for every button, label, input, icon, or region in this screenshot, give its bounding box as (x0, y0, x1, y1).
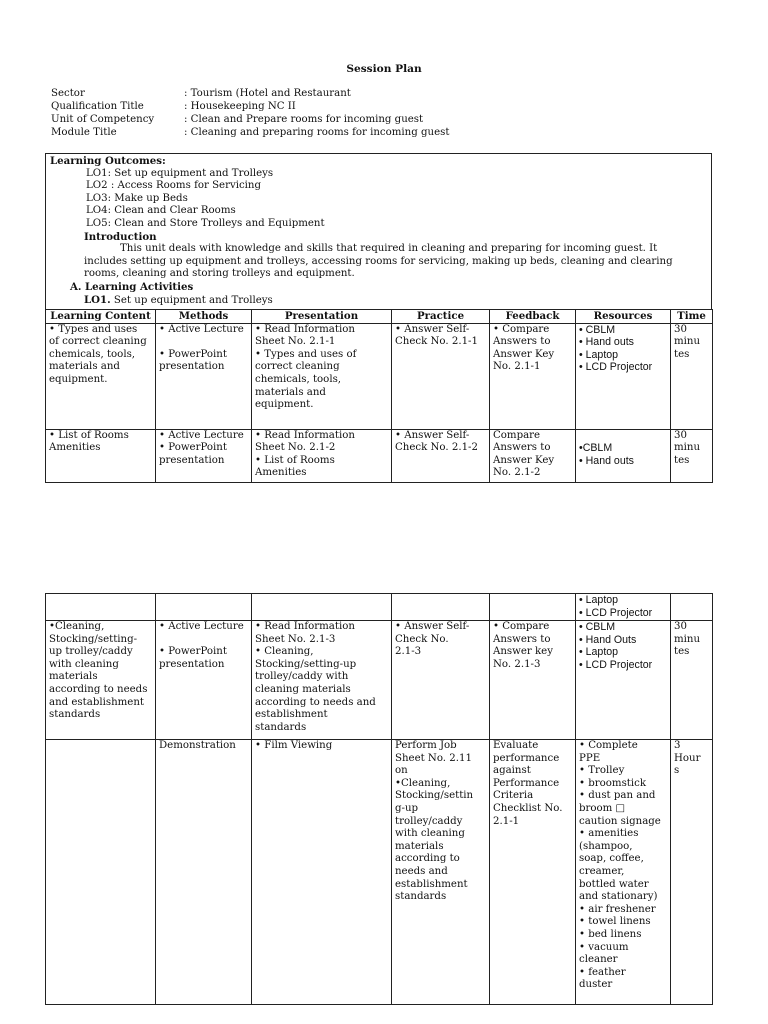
cell-line: PPE (579, 752, 601, 764)
meta-row-sector (51, 88, 731, 101)
cell-line: against (493, 765, 531, 777)
cell-line (579, 430, 667, 443)
header-row (46, 310, 713, 324)
cell-methods (156, 740, 252, 1005)
intro-line: rooms, cleaning and storing trolleys and equipment. (84, 268, 355, 280)
outcomes-box (45, 153, 712, 309)
activities-heading: A. Learning Activities (70, 280, 194, 293)
cell-content (46, 429, 156, 482)
cell-line: Criteria (493, 790, 534, 802)
intro-heading: Introduction (84, 230, 157, 243)
activities-table-1 (45, 309, 713, 483)
cell-line: • List of Rooms (255, 454, 335, 466)
cell-line: establishment (255, 709, 328, 721)
table-row (46, 740, 713, 1005)
cell-line: •Cleaning, (395, 777, 451, 789)
cell-line: minu (674, 336, 701, 348)
cell-line: • Types and uses of (255, 348, 357, 360)
col-header: Resources (576, 310, 671, 324)
cell-feedback (490, 740, 576, 1005)
cell-line: • Read Information (255, 429, 355, 441)
cell-feedback (490, 621, 576, 740)
meta-value: : Cleaning and preparing rooms for incoming guest (184, 127, 450, 138)
col-header: Feedback (490, 310, 576, 324)
table-row (46, 323, 713, 429)
cell-line: • LCD Projector (579, 606, 653, 619)
cell-line: • Film Viewing (255, 740, 333, 751)
cell-line: minu (674, 442, 701, 454)
cell-line: g-up (395, 802, 419, 814)
cell-line: materials (395, 840, 444, 852)
cell-line: performance (493, 752, 560, 764)
meta-key: Qualification Title (51, 101, 144, 112)
cell-time (671, 429, 713, 482)
cell-line: standards (395, 891, 447, 903)
meta-row-unit (51, 114, 731, 127)
meta-key: Sector (51, 88, 85, 99)
activities-table-2 (45, 593, 713, 1005)
cell-line: according to (395, 853, 460, 865)
cell-line (159, 634, 248, 647)
col-header: Learning Content (46, 310, 156, 324)
meta-key: Module Title (51, 127, 117, 138)
cell-line: Sheet No. 2.1-3 (255, 633, 336, 645)
cell-line: with cleaning (49, 658, 119, 670)
cell-line: No. 2.1-2 (493, 467, 541, 479)
cell-presentation (252, 621, 392, 740)
cell-line: soap, coffee, (579, 853, 644, 865)
cell-presentation (252, 429, 392, 482)
cell-line: Sheet No. 2.11 (395, 752, 472, 764)
cell-line: • Answer Self- (395, 621, 470, 632)
cell-content (46, 323, 156, 429)
cell-line: • amenities (579, 828, 639, 840)
cell-line: duster (579, 979, 613, 991)
cell-line: chemicals, tools, (255, 373, 342, 385)
outcome-item: LO1: Set up equipment and Trolleys (86, 167, 274, 179)
cell-line: • Laptop (579, 646, 619, 659)
meta-row-qualification (51, 101, 731, 114)
meta-key: Unit of Competency (51, 114, 155, 125)
cell-line: • vacuum (579, 941, 629, 953)
cell-practice (392, 740, 490, 1005)
cell-presentation (252, 594, 392, 621)
cell-methods (156, 429, 252, 482)
cell-line: presentation (159, 454, 225, 466)
cell-line: • Trolley (579, 765, 625, 777)
cell-line: • Answer Self- (395, 429, 470, 441)
cell-line: Sheet No. 2.1-2 (255, 442, 336, 454)
cell-line: • LCD Projector (579, 658, 653, 671)
cell-methods (156, 594, 252, 621)
cell-feedback (490, 429, 576, 482)
cell-resources (576, 740, 671, 1005)
cell-line: Answer key (493, 646, 553, 658)
cell-presentation (252, 323, 392, 429)
cell-time (671, 621, 713, 740)
cell-content (46, 594, 156, 621)
cell-line: • air freshener (579, 903, 656, 915)
cell-line: 3 (674, 740, 681, 751)
outcome-item: LO3: Make up Beds (86, 192, 188, 204)
cell-line: 30 (674, 429, 687, 441)
cell-line: tes (674, 348, 690, 360)
cell-line: •CBLM (579, 442, 613, 455)
cell-line: • PowerPoint (159, 442, 227, 454)
cell-line: Performance (493, 777, 560, 789)
cell-line: creamer, (579, 865, 625, 877)
cell-line: trolley/caddy (395, 815, 463, 827)
cell-line: s (674, 765, 680, 777)
cell-line: Hour (674, 752, 701, 764)
cell-line: Stocking/settin (395, 790, 474, 802)
cell-line: caution signage (579, 815, 661, 827)
lo1-text: Set up equipment and Trolleys (110, 294, 273, 306)
cell-line: No. 2.1-3 (493, 658, 541, 670)
cell-line: • CBLM (579, 323, 616, 336)
cell-line: •Cleaning, (49, 621, 105, 632)
cell-line: • bed linens (579, 928, 642, 940)
outcome-item: LO4: Clean and Clear Rooms (86, 205, 236, 217)
cell-line: according to needs and (255, 696, 376, 708)
cell-methods (156, 323, 252, 429)
cell-line: • PowerPoint (159, 646, 227, 658)
cell-line: Stocking/setting-up (255, 658, 357, 670)
cell-line: Checklist No. (493, 802, 563, 814)
cell-line: Answers to (493, 442, 551, 454)
cell-time (671, 594, 713, 621)
table-row (46, 621, 713, 740)
cell-line: • Answer Self- (395, 323, 470, 335)
cell-line: Check No. 2.1-2 (395, 442, 478, 454)
col-header: Time (671, 310, 713, 324)
cell-line: Perform Job (395, 740, 457, 751)
cell-line: • LCD Projector (579, 361, 653, 374)
cell-line: • Hand outs (579, 336, 634, 349)
cell-feedback (490, 323, 576, 429)
cell-line: establishment (395, 878, 468, 890)
cell-practice (392, 429, 490, 482)
cell-line: on (395, 765, 408, 777)
cell-line: • CBLM (579, 621, 616, 633)
cell-presentation (252, 740, 392, 1005)
intro-line: This unit deals with knowledge and skills that required in cleaning and preparing for incoming guest. It (120, 243, 658, 255)
meta-value: : Tourism (Hotel and Restaurant (184, 88, 351, 99)
cell-line: presentation (159, 361, 225, 373)
cell-line: chemicals, tools, (49, 348, 136, 360)
cell-time (671, 740, 713, 1005)
cell-line: materials (49, 671, 98, 683)
cell-line: • Active Lecture (159, 429, 244, 441)
cell-line: • Cleaning, (255, 646, 314, 658)
cell-line: Answer Key (493, 454, 555, 466)
cell-line: Check No. 2.1-1 (395, 336, 478, 348)
cell-line: Amenities (255, 467, 307, 479)
cell-resources (576, 621, 671, 740)
cell-line: Check No. (395, 633, 449, 645)
meta-value: : Clean and Prepare rooms for incoming guest (184, 114, 424, 125)
cell-line: with cleaning (395, 828, 465, 840)
col-header: Presentation (252, 310, 392, 324)
outcome-item: LO5: Clean and Store Trolleys and Equipment (86, 217, 325, 229)
cell-line: • Types and uses (49, 323, 138, 335)
col-header: Methods (156, 310, 252, 324)
cell-line: Stocking/setting- (49, 633, 138, 645)
cell-line: cleaner (579, 954, 618, 966)
cell-practice (392, 594, 490, 621)
cell-line: standards (255, 721, 307, 733)
cell-line: • Read Information (255, 621, 355, 632)
cell-line: needs and (395, 865, 448, 877)
cell-line: 30 (674, 621, 687, 632)
cell-line: • Hand Outs (579, 633, 637, 646)
cell-line: • feather (579, 966, 626, 978)
cell-line: • List of Rooms (49, 429, 129, 441)
cell-line: • Laptop (579, 594, 619, 606)
cell-line: minu (674, 633, 701, 645)
cell-line: 2.1-1 (493, 815, 520, 827)
cell-line: materials and (255, 386, 326, 398)
cell-line: • Laptop (579, 348, 619, 361)
table-row (46, 429, 713, 482)
page-title: Session Plan (346, 63, 422, 75)
cell-line: broom □ (579, 802, 626, 814)
cell-line (159, 336, 248, 349)
cell-line: • Complete (579, 740, 638, 751)
table-row (46, 594, 713, 621)
cell-line: • broomstick (579, 777, 647, 789)
intro-line: includes setting up equipment and trolleys, accessing rooms for servicing, making up beds, cleaning and clearing (84, 255, 673, 267)
lo1-line (50, 294, 707, 308)
cell-practice (392, 323, 490, 429)
cell-line: 2.1-3 (395, 646, 422, 658)
cell-resources (576, 594, 671, 621)
cell-line: (shampoo, (579, 840, 633, 852)
cell-resources (576, 323, 671, 429)
cell-line: • Compare (493, 323, 550, 335)
cell-line: standards (49, 709, 101, 721)
cell-line: equipment. (49, 373, 108, 385)
cell-line: Answer Key (493, 348, 555, 360)
cell-line: • PowerPoint (159, 348, 227, 360)
outcomes-heading: Learning Outcomes: (50, 155, 166, 167)
col-header: Practice (392, 310, 490, 324)
cell-line: • dust pan and (579, 790, 656, 802)
cell-line: bottled water (579, 878, 649, 890)
cell-line: tes (674, 454, 690, 466)
cell-line: Evaluate (493, 740, 539, 751)
cell-line: • Active Lecture (159, 621, 244, 632)
cell-line: • towel linens (579, 916, 651, 928)
cell-line: of correct cleaning (49, 336, 147, 348)
meta-value: : Housekeeping NC II (184, 101, 296, 112)
cell-content (46, 740, 156, 1005)
cell-line: • Hand outs (579, 454, 634, 467)
cell-line: • Read Information (255, 323, 355, 335)
lo1-label: LO1. (84, 293, 111, 306)
cell-methods (156, 621, 252, 740)
cell-line: and establishment (49, 696, 144, 708)
cell-line: tes (674, 646, 690, 658)
cell-line: correct cleaning (255, 361, 340, 373)
cell-line: cleaning materials (255, 683, 351, 695)
cell-line: 30 (674, 323, 687, 335)
cell-line: presentation (159, 658, 225, 670)
cell-line: equipment. (255, 399, 314, 411)
cell-line: Compare (493, 429, 541, 441)
cell-practice (392, 621, 490, 740)
cell-resources (576, 429, 671, 482)
cell-line: Answers to (493, 336, 551, 348)
cell-line: Sheet No. 2.1-1 (255, 336, 336, 348)
cell-line: • Active Lecture (159, 323, 244, 335)
cell-line: Demonstration (159, 740, 236, 751)
cell-line: No. 2.1-1 (493, 361, 541, 373)
cell-line: Answers to (493, 633, 551, 645)
cell-feedback (490, 594, 576, 621)
cell-content (46, 621, 156, 740)
cell-line: Amenities (49, 442, 101, 454)
cell-time (671, 323, 713, 429)
cell-line: trolley/caddy with (255, 671, 349, 683)
outcome-item: LO2 : Access Rooms for Servicing (86, 180, 262, 192)
cell-line: up trolley/caddy (49, 646, 133, 658)
cell-line: materials and (49, 361, 120, 373)
meta-row-module (51, 127, 731, 140)
cell-line: and stationary) (579, 891, 658, 903)
cell-line: according to needs (49, 683, 148, 695)
cell-line: • Compare (493, 621, 550, 632)
